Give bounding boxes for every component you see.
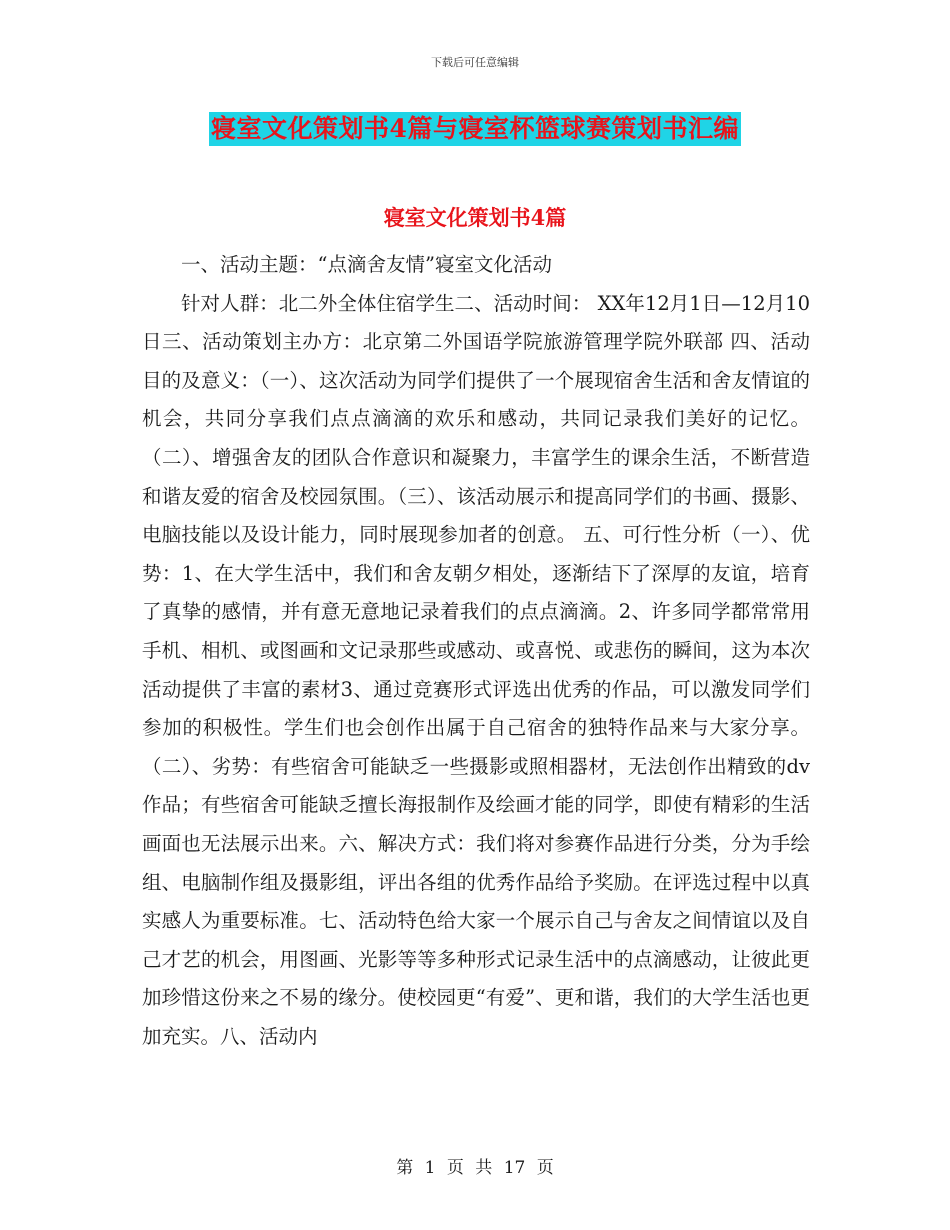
body-text xyxy=(142,246,810,1056)
paragraph-theme: 一、活动主题：“点滴舍友情”寝室文化活动 xyxy=(181,253,552,276)
section-title: 寝室文化策划书4篇 xyxy=(383,205,567,230)
main-title-container xyxy=(0,112,950,146)
document-title: 寝室文化策划书4篇与寝室杯篮球赛策划书汇编 xyxy=(209,112,741,146)
paragraph-body: 针对人群：北二外全体住宿学生二、活动时间： XX年12月1日—12月10日三、活动策划主办方：北京第二外国语学院旅游管理学院外联部 四、活动目的及意义：（一）、这次活动为同学们提供了一个展现宿舍生活和舍友情谊的机会，共同分享我们点点滴滴的欢乐和感动，共同记录我们美好的记忆。（二）、增强舍友的团队合作意识和凝聚力，丰富学生的课余生活，不断营造和谐友爱的宿舍及校园氛围。（三）、该活动展示和提高同学们的书画、摄影、电脑技能以及设计能力，同时展现参加者的创意。 五、可行性分析（一）、优势：1、在大学生活中，我们和舍友朝夕相处，逐渐结下了深厚的友谊，培育了真挚的感情，并有意无意地记录着我们的点点滴滴。2、许多同学都常常用手机、相机、或图画和文记录那些或感动、或喜悦、或悲伤的瞬间，这为本次活动提供了丰富的素材3、通过竞赛形式评选出优秀的作品，可以激发同学们参加的积极性。学生们也会创作出属于自己宿舍的独特作品来与大家分享。（二）、劣势：有些宿舍可能缺乏一些摄影或照相器材，无法创作出精致的dv作品；有些宿舍可能缺乏擅长海报制作及绘画才能的同学，即使有精彩的生活画面也无法展示出来。六、解决方式：我们将对参赛作品进行分类，分为手绘组、电脑制作组及摄影组，评出各组的优秀作品给予奖励。在评选过程中以真实感人为重要标准。七、活动特色给大家一个展示自己与舍友之间情谊以及自己才艺的机会，用图画、光影等等多种形式记录生活中的点滴感动，让彼此更加珍惜这份来之不易的缘分。使校园更“有爱”、更和谐，我们的大学生活也更加充实。八、活动内 xyxy=(142,291,810,1048)
page-header-note: 下载后可任意编辑 xyxy=(431,56,519,69)
page-number-footer: 第 1 页 共 17 页 xyxy=(396,1158,554,1178)
